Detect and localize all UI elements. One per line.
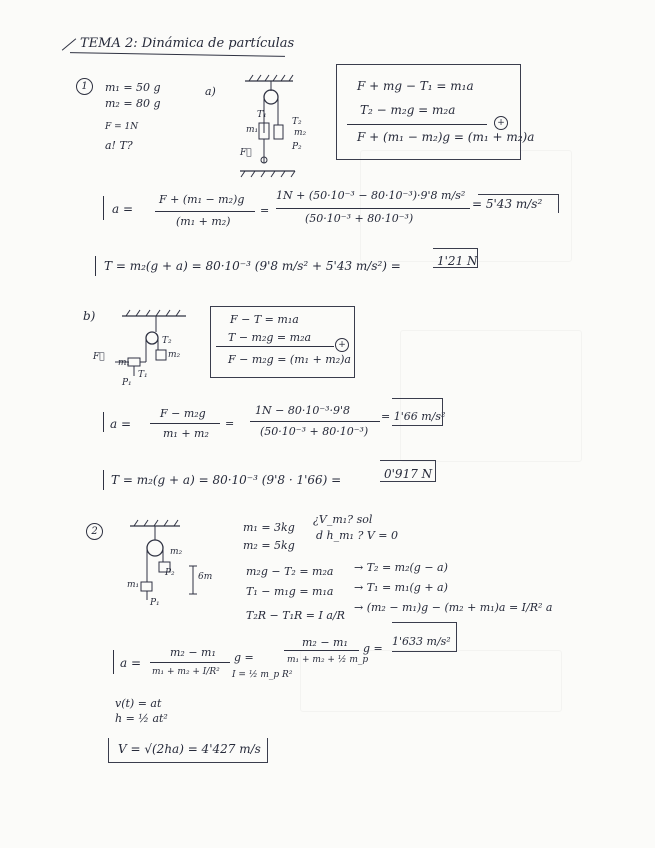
problem-2-number: 2 [86,523,103,540]
sys-b-rule [216,346,334,347]
fig-2-m2: m₂ [170,547,183,557]
p1b-a-lhs: a = [110,417,132,431]
fig-2-m1: m₁ [127,580,140,590]
p2-a-num: m₂ − m₁ [170,646,216,659]
p1b-a-num: F − m₂g [160,407,206,420]
p1a-T-result-box [433,248,478,268]
fig-a-T2: T₂ [292,117,302,127]
p2-a-frac2 [284,650,359,651]
p2-given-m2: m₂ = 5kg [243,539,295,552]
p1-part-a: a) [205,85,216,98]
fig-a-F: F⃗ [240,148,252,158]
p2-a-num2: m₂ − m₁ [302,636,348,649]
sys-b-eq1: F − T = m₁a [230,313,299,326]
fig-b-T2: T₂ [162,336,172,346]
p2-a-bracket [113,650,114,674]
p1a-a-eq: = [260,204,270,217]
p1b-part: b) [83,309,96,323]
fig-2-P1: P₁ [150,598,160,608]
p1b-T-result: 0'917 N [384,467,433,481]
fig-a-T1: T₁ [257,110,267,120]
p2-kin-2: h = ½ at² [115,712,168,725]
p1a-a-num2: 1N + (50·10⁻³ − 80·10⁻³)·9'8 m/s² [276,189,466,202]
p1a-a-result-box [478,194,559,213]
p1a-T-result: 1'21 N [437,254,478,268]
p1a-T-bracket [95,256,96,276]
sys-b-eq2: T − m₂g = m₂a [228,331,312,344]
p2-I-note: I = ½ m_p R² [232,670,293,680]
p2-question-2: d h_m₁ ? V = 0 [316,529,399,542]
fig-b-m1: m₁ [118,358,131,368]
p1a-a-lhs: a = [112,202,134,216]
p1-question: a! T? [105,139,133,152]
page-title: TEMA 2: Dinámica de partículas [80,36,295,51]
p1a-a-bracket [103,196,104,220]
fig-b-T1: T₁ [138,370,148,380]
fig-b-m2: m₂ [168,350,181,360]
fig-a-m1: m₁ [246,125,259,135]
p2-a-lhs: a = [120,656,142,670]
p1b-T-bracket [103,470,104,490]
p1b-a-bracket [103,412,104,432]
p2-a-den: m₁ + m₂ + I/R² [152,667,220,677]
problem-1-number: 1 [76,78,93,95]
fig-2-height: 6m [198,572,213,582]
p2-question-1: ¿V_m₁? sol [313,513,373,526]
p2-eq-3-res: → (m₂ − m₁)g − (m₂ + m₁)a = I/R² a [354,601,553,614]
p1a-a-frac1 [155,211,255,212]
fig-2-P2: P₂ [165,568,175,578]
sys-a-eq1: F + mg − T₁ = m₁a [357,79,474,93]
sys-a-sum: F + (m₁ − m₂)g = (m₁ + m₂)a [357,130,535,144]
p2-eq-2-res: → T₁ = m₁(g + a) [354,581,448,594]
p2-eq-1-res: → T₂ = m₂(g − a) [354,561,448,574]
show-through-2 [400,330,582,462]
p2-a-result-box [392,622,457,652]
p1b-a-result: = 1'66 m/s² [381,410,446,423]
p2-a-result: 1'633 m/s² [392,635,451,648]
p2-eq-2: T₁ − m₁g = m₁a [246,585,334,598]
fig-a-P2: P₂ [292,142,302,152]
sys-a-rule [347,124,487,125]
p1-given-m1: m₁ = 50 g [105,81,161,94]
title-underline [70,52,285,57]
p2-given-m1: m₁ = 3kg [243,521,295,534]
p1b-T-result-box [380,460,436,482]
p1b-a-num2: 1N − 80·10⁻³·9'8 [255,404,351,417]
p1b-a-result-box [392,398,443,426]
p1b-a-eq: = [225,417,235,430]
pulley-diagram-2 [125,520,220,605]
sys-b-plus: + [335,338,349,352]
p2-eq-3: T₂R − T₁R = I a/R [246,609,345,622]
p2-eq-1: m₂g − T₂ = m₂a [246,565,334,578]
p1a-a-result: = 5'43 m/s² [472,197,543,211]
sys-b-sum: F − m₂g = (m₁ + m₂)a [228,353,351,366]
p1a-a-frac2 [276,208,470,209]
p2-a-g: g = [234,651,254,664]
title-slash [62,38,76,50]
p1b-a-den: m₁ + m₂ [163,427,209,440]
p1b-a-frac2 [250,421,380,422]
p1a-a-den: (m₁ + m₂) [176,215,231,228]
p1a-a-num: F + (m₁ − m₂)g [159,193,245,206]
p2-kin-1: v(t) = at [115,697,162,710]
fig-a-m2: m₂ [294,128,307,138]
sys-a-plus: + [494,116,508,130]
p1a-T-eq: T = m₂(g + a) = 80·10⁻³ (9'8 m/s² + 5'43 m/s²) = [104,259,401,273]
p2-a-frac1 [150,662,230,663]
p1b-T-eq: T = m₂(g + a) = 80·10⁻³ (9'8 · 1'66) = [111,473,342,487]
p2-v-result: V = √(2ha) = 4'427 m/s [118,742,261,756]
fig-b-F: F⃗ [93,352,105,362]
p1-given-F: F = 1N [105,122,139,132]
p1-given-m2: m₂ = 80 g [105,97,161,110]
p1a-a-den2: (50·10⁻³ + 80·10⁻³) [305,212,414,225]
fig-b-P1: P₁ [122,378,132,388]
p1b-a-den2: (50·10⁻³ + 80·10⁻³) [260,425,369,438]
p1b-a-frac1 [150,423,220,424]
p2-a-den2: m₁ + m₂ + ½ m_p [287,655,369,665]
p2-a-g2: g = [363,642,383,655]
sys-a-eq2: T₂ − m₂g = m₂a [360,103,456,117]
